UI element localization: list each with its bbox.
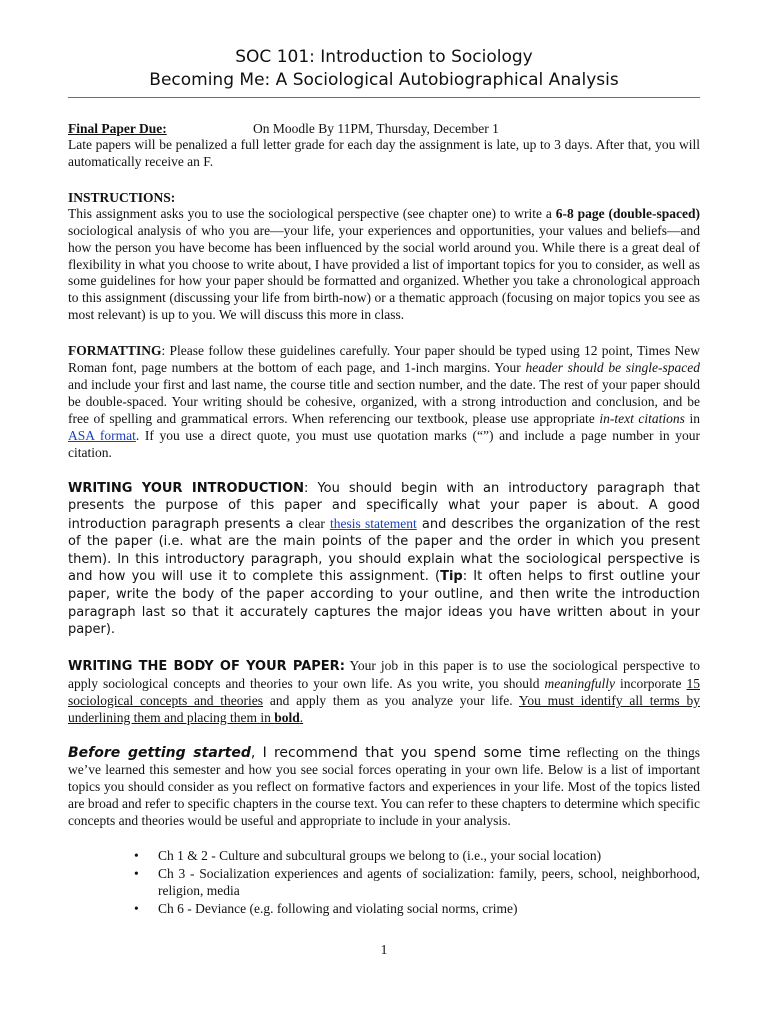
tip-label: Tip bbox=[440, 569, 463, 585]
due-value: On Moodle By 11PM, Thursday, December 1 bbox=[253, 121, 499, 136]
citations-emphasis: in-text citations bbox=[599, 410, 685, 426]
body-heading-colon: : bbox=[339, 658, 345, 674]
intro-clear-word: clear bbox=[298, 515, 325, 531]
bullet-icon: • bbox=[134, 848, 139, 863]
thesis-statement-link[interactable]: thesis statement bbox=[329, 515, 417, 531]
body-text-c: and apply them as you analyze your life. bbox=[263, 692, 519, 708]
before-starting-heading: Before getting started bbox=[68, 745, 251, 762]
topic-text: Ch 1 & 2 - Culture and subcultural groups we belong to (i.e., your social location) bbox=[158, 848, 602, 863]
intro-text-c: : It often helps to first outline your paper, write the body of the paper according to your outline, and then write the introduction paragraph last so that it accurately captures the major ideas you have written about in your paper). bbox=[68, 569, 700, 638]
list-item bbox=[134, 865, 700, 900]
page-length-emphasis: 6-8 page (double-spaced) bbox=[555, 205, 700, 221]
instructions-paragraph bbox=[68, 206, 700, 324]
topics-list bbox=[68, 848, 700, 918]
introduction-heading: WRITING YOUR INTRODUCTION bbox=[68, 480, 305, 496]
formatting-text-d: . If you use a direct quote, you must use quotation marks (“”) and include a page number in your citation. bbox=[68, 427, 700, 460]
introduction-paragraph bbox=[68, 480, 700, 639]
body-paragraph bbox=[68, 658, 700, 727]
due-date-line bbox=[68, 120, 700, 137]
instructions-text-a: This assignment asks you to use the sociological perspective (see chapter one) to write a bbox=[68, 205, 556, 221]
topic-text: Ch 6 - Deviance (e.g. following and violating social norms, crime) bbox=[158, 900, 518, 916]
assignment-title: Becoming Me: A Sociological Autobiographical Analysis bbox=[149, 70, 619, 90]
formatting-text-a: : Please follow these guidelines carefully. Your paper should be typed using 12 point, Times New Roman font, page numbers at the bottom of each page, and 1-inch margins. Your bbox=[68, 343, 700, 376]
intro-text-a: : You should begin with an introductory paragraph that presents the purpose of this paper and specifically what your paper is about. A good introduction paragraph presents a bbox=[68, 480, 700, 532]
topic-text: Ch 3 - Socialization experiences and agents of socialization: family, peers, school, neighborhood, religion, media bbox=[158, 865, 700, 898]
late-policy: Late papers will be penalized a full letter grade for each day the assignment is late, up to 3 days. After that, you will automatically receive an F. bbox=[68, 137, 700, 169]
list-item bbox=[134, 848, 700, 865]
title-block bbox=[68, 46, 700, 92]
before-sans-text: , I recommend that you spend some time bbox=[250, 745, 561, 762]
body-text-b: incorporate bbox=[615, 675, 687, 691]
concepts-requirement: 15 sociological concepts and theories bbox=[68, 675, 700, 708]
bold-word: bold bbox=[274, 709, 300, 725]
asa-format-link[interactable]: ASA format bbox=[68, 427, 136, 443]
underline-rule-end: . bbox=[299, 709, 304, 725]
bullet-icon: • bbox=[134, 865, 139, 881]
list-item bbox=[134, 900, 700, 918]
document-content bbox=[68, 46, 700, 919]
before-starting-paragraph bbox=[68, 745, 700, 830]
instructions-text-b: sociological analysis of who you are—your life, your experiences and opportunities, your values and beliefs—and how the person you have become has been influenced by the social world around you. While there is a great deal of flexibility in what you choose to write about, I have provided a list of important topics for you to consider, as well as some guidelines for how your paper should be formatted and organized. Whether you take a chronological approach to this assignment (discussing your life from birth-now) or a thematic approach (focusing on major topics you see as most relevant) is up to you. We will discuss this more in class. bbox=[68, 222, 700, 323]
meaningfully-emphasis: meaningfully bbox=[544, 675, 616, 691]
due-label: Final Paper Due: bbox=[68, 121, 167, 136]
bullet-icon: • bbox=[134, 900, 139, 916]
header-emphasis: header should be single-spaced bbox=[525, 360, 700, 376]
body-text-a: Your job in this paper is to use the sociological perspective to apply sociological concepts and theories to your own life. As you write, you should bbox=[68, 657, 700, 691]
course-title: SOC 101: Introduction to Sociology bbox=[235, 47, 533, 67]
formatting-heading: FORMATTING bbox=[68, 343, 162, 359]
instructions-heading: INSTRUCTIONS: bbox=[68, 189, 176, 205]
underline-rule-text: You must identify all terms by underlining them and placing them in bbox=[68, 692, 700, 725]
page-number: 1 bbox=[380, 942, 388, 957]
body-heading: WRITING THE BODY OF YOUR PAPER bbox=[68, 658, 340, 674]
before-text: reflecting on the things we’ve learned this semester and how you see social forces operating in your own life. Below is a list of important topics you should consider as you reflect on formative factors and experiences in your life. Most of the topics listed are broad and refer to specific chapters in the course text. You can refer to these chapters to determine which specific concepts and theories would be useful and appropriate to include in your analysis. bbox=[68, 745, 701, 829]
title-divider bbox=[68, 97, 700, 98]
intro-text-b: and describes the organization of the rest of the paper (i.e. what are the main points of the paper and the order in which you present them). In this introductory paragraph, you should explain what the sociological perspective is and how you will use it to complete this assignment. ( bbox=[68, 516, 700, 585]
formatting-text-c: in bbox=[684, 410, 700, 426]
formatting-text-b: and include your first and last name, the course title and section number, and the date. The rest of your paper should be double-spaced. Your writing should be cohesive, organized, with a strong introduction and conclusion, and be free of spelling and grammatical errors. When referencing our textbook, please use appropriate bbox=[68, 376, 700, 426]
formatting-paragraph bbox=[68, 343, 700, 461]
